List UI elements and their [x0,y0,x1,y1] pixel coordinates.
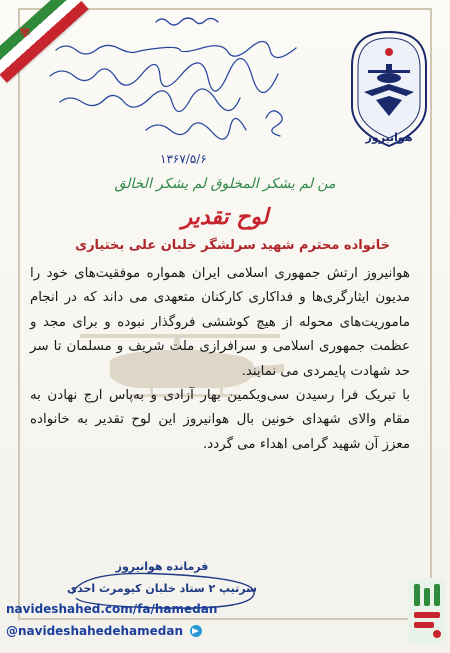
signature-title: فرمانده هوانیروز [115,560,209,573]
emblem-label: هوانیروز [365,131,413,144]
website-link[interactable]: navideshahed.com/fa/hamedan [6,602,218,616]
telegram-icon [190,625,202,637]
havanirooz-emblem [346,26,432,150]
handwritten-date: ۱۳۶۷/۵/۶ [160,152,207,166]
certificate-body [30,262,410,457]
corner-logo [404,574,450,648]
signature-name: سرتیپ ۲ ستاد خلبان کیومرث احدی [67,582,257,595]
body-paragraph-2: با تبریک فرا رسیدن سی‌ویکمین بهار آزادی و به‌پاس ارج نهادن به مقام والای شهدای خونین بال هوانیروز این لوح تقدیر به خانواده معزز آن شهید گرامی اهداء می گردد. [30,388,410,452]
navid-shahed-logo-icon [404,574,450,648]
iran-emblem-icon: ✾ [19,25,31,41]
certificate-title: لوح تقدیر [181,204,269,230]
handwritten-note [36,10,336,170]
body-paragraph-1: هوانیروز ارتش جمهوری اسلامی ایران همواره موفقیت‌های خود را مدیون ایثارگری‌ها و فداکاری کارکنان متعهدی می داند که در انجام ماموریت‌های محوله از هیچ کوششی فروگذار نبوده و برای مجد و عظمت جمهوری اسلامی و سرافرازی ملت شریف و مسلمان تا سر حد شهادت پایمردی می نمایند. [30,266,410,379]
handwriting-scribble-icon [36,10,336,170]
verse-text: من لم یشکر المخلوق لم یشکر الخالق [114,176,336,192]
signature-block [62,560,262,608]
telegram-link[interactable] [6,624,202,638]
recipient-line: خانواده محترم شهید سرلشگر خلبان علی بختیاری [75,238,390,253]
telegram-handle: @navideshahedehamedan [6,624,184,638]
